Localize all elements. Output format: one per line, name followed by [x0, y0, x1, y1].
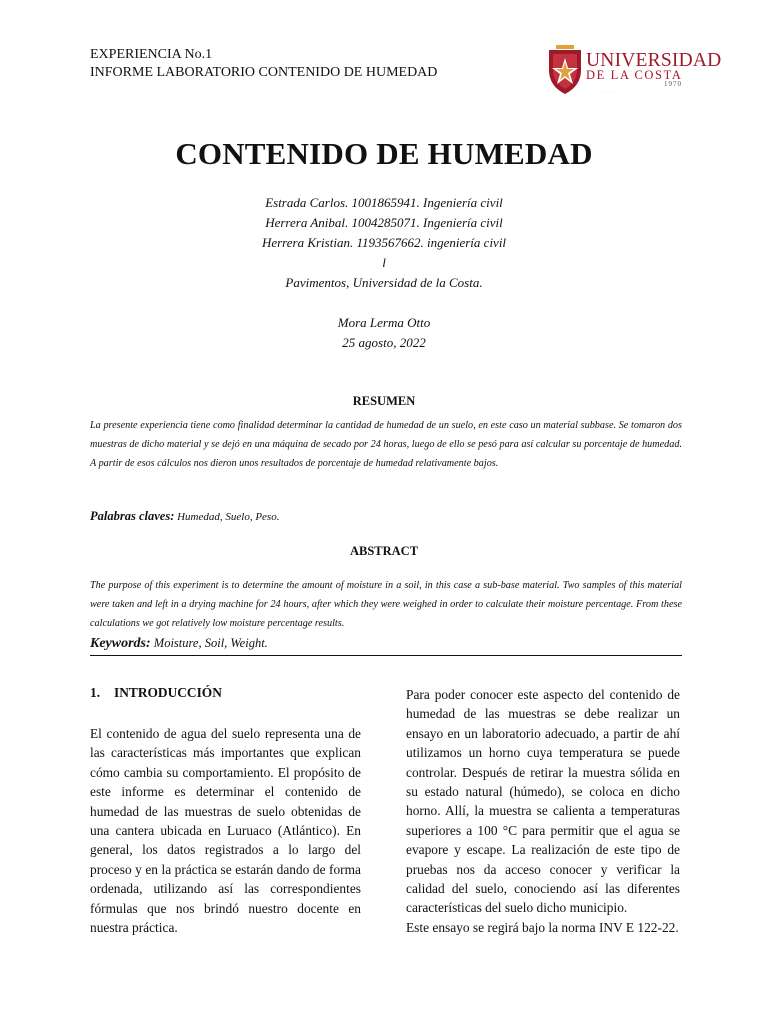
palabras-claves-values: Humedad, Suelo, Peso.	[174, 511, 280, 523]
keywords-values: Moisture, Soil, Weight.	[150, 636, 268, 650]
introduction-left-paragraph: El contenido de agua del suelo representa una de las características más importantes que explican cómo cambia su comportamiento. El propósito de este informe es determinar el contenido de humedad de las muestras de suelo obtenidas de una cantera ubicada en Luruaco (Atlántico). En general, los datos registrados a lo largo del proceso y en la práctica se estarán dando de forma ordenada, utilizando así las correspondientes fórmulas que nos brindó nuestro docente en nuestra práctica.	[90, 726, 361, 936]
document-date: 25 agosto, 2022	[342, 335, 426, 350]
logo-university-text: UNIVERSIDAD	[586, 50, 722, 71]
affiliation: Pavimentos, Universidad de la Costa.	[285, 275, 483, 290]
university-shield-icon	[546, 44, 584, 96]
document-title: CONTENIDO DE HUMEDAD	[175, 136, 593, 171]
palabras-claves-label: Palabras claves:	[90, 509, 175, 523]
introduction-right-paragraph: Para poder conocer este aspecto del contenido de humedad de las muestras se debe realizar un ensayo en un laboratorio adecuado, a partir de ahí utilizamos un horno cuya temperatura se puede controlar. Después de retirar la muestra sólida en su estado natural (húmedo), se coloca en dicho horno. Allí, la muestra se calienta a temperaturas superiores a 100 °C para permitir que el agua se evapore y escape. La realización de este tipo de pruebas nos da acceso conocer y verificar la calidad del suelo, conociendo así las diferentes características del suelo dicho municipio.	[406, 687, 680, 916]
section-number: 1.	[90, 685, 101, 700]
introduction-right-column	[406, 685, 680, 937]
university-logo	[546, 44, 722, 100]
author-line: l	[382, 255, 386, 270]
introduction-heading	[90, 685, 222, 701]
keywords	[90, 636, 268, 652]
section-title: INTRODUCCIÓN	[114, 685, 222, 700]
abstract-text: The purpose of this experiment is to determine the amount of moisture in a soil, in this case a sub-base material. Two samples of this material were taken and left in a drying machine for 24 hours, after which they were weighed in order to calculate their moisture percentage. From these calculations we got relatively low moisture percentage results.	[90, 580, 682, 629]
resumen-text: La presente experiencia tiene como finalidad determinar la cantidad de humedad de un suelo, en este caso un material subbase. Se tomaron dos muestras de dicho material y se dejó en una máquina de secado por 24 horas, luego de ello se pesó para así calcular su porcentaje de humedad. A partir de esos cálculos nos dieron unos resultados de porcentaje de humedad relativamente bajos.	[90, 420, 682, 469]
logo-year: 1970	[664, 80, 682, 88]
logo-tagline: · · · · · · · · · · · · ·	[586, 89, 631, 94]
author-line: Herrera Kristian. 1193567662. ingeniería civil	[261, 235, 507, 250]
author-line: Estrada Carlos. 1001865941. Ingeniería civil	[265, 195, 503, 210]
author-line: Herrera Anibal. 1004285071. Ingeniería civil	[265, 215, 503, 230]
document-header	[90, 46, 437, 82]
report-subtitle: INFORME LABORATORIO CONTENIDO DE HUMEDAD	[90, 65, 438, 80]
resumen-heading: RESUMEN	[352, 394, 416, 408]
author-block	[0, 193, 768, 353]
supervisor: Mora Lerma Otto	[337, 315, 431, 330]
palabras-claves	[90, 509, 279, 524]
logo-de-la-costa-text: DE LA COSTA	[586, 68, 683, 82]
introduction-norm-paragraph: Este ensayo se regirá bajo la norma INV E 122-22.	[406, 919, 679, 935]
section-divider	[90, 655, 682, 656]
experience-number: EXPERIENCIA No.1	[90, 47, 213, 62]
abstract-heading: ABSTRACT	[349, 544, 419, 558]
keywords-label: Keywords:	[90, 636, 151, 651]
